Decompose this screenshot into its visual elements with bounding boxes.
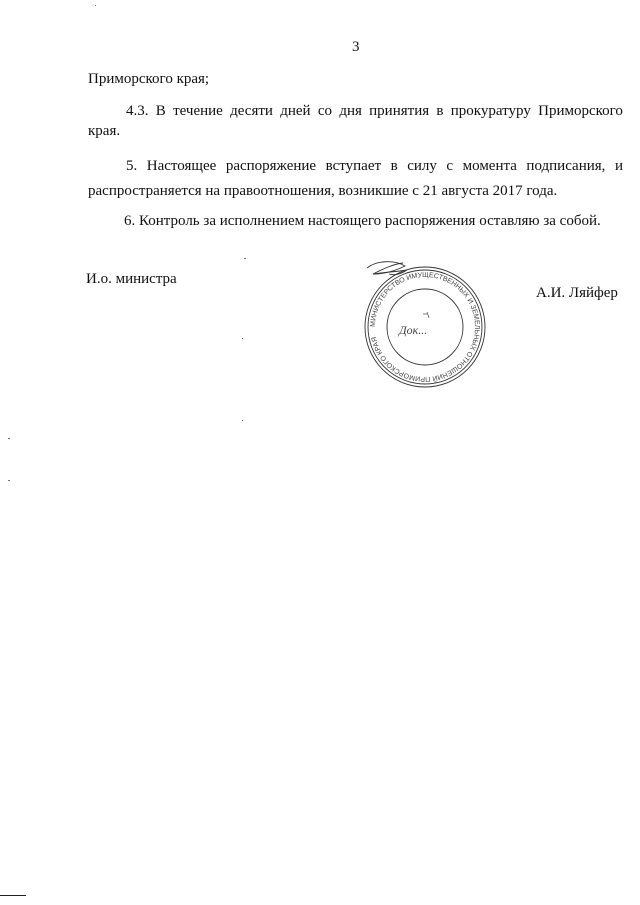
paragraph-6: 6. Контроль за исполнением настоящего распоряжения оставляю за собой. xyxy=(124,213,601,229)
word: в xyxy=(390,158,398,174)
paragraph-5-line-2: распространяется на правоотношения, возникшие с 21 августа 2017 года. xyxy=(88,183,558,199)
word: прокуратуру xyxy=(450,103,531,119)
scan-speck xyxy=(95,5,96,6)
paragraph-4-3-line-1 xyxy=(126,104,623,119)
word: дней xyxy=(280,103,311,119)
scan-edge-mark xyxy=(0,895,26,896)
signer-name: А.И. Ляйфер xyxy=(536,285,618,301)
word: в xyxy=(436,103,444,119)
page-number: 3 xyxy=(352,39,360,55)
word: вступает xyxy=(325,158,382,174)
scan-speck xyxy=(8,438,10,439)
stamp-center-text: Док... xyxy=(399,323,428,337)
word: подписания, xyxy=(526,158,606,174)
scan-speck xyxy=(242,420,243,421)
scan-speck xyxy=(242,338,243,339)
scan-speck xyxy=(8,480,10,481)
signature-and-seal xyxy=(355,252,495,392)
word: течение xyxy=(173,103,223,119)
word: десяти xyxy=(230,103,273,119)
word: распоряжение xyxy=(225,158,317,174)
scan-speck xyxy=(244,258,246,259)
word: с xyxy=(446,158,454,174)
paragraph-5-line-1 xyxy=(126,159,623,174)
word: дня xyxy=(339,103,362,119)
word: и xyxy=(614,158,623,174)
word: со xyxy=(317,103,333,119)
paragraph-4-3-line-2: края. xyxy=(88,123,121,139)
word: 5. xyxy=(126,158,138,174)
text-line-region: Приморского края; xyxy=(88,71,210,87)
word: Приморского xyxy=(538,103,623,119)
word: В xyxy=(155,103,166,119)
word: момента xyxy=(462,158,517,174)
signer-position: И.о. министра xyxy=(86,271,177,287)
word: 4.3. xyxy=(126,103,149,119)
stamp-ring-text: МИНИСТЕРСТВО ИМУЩЕСТВЕННЫХ И ЗЕМЕЛЬНЫХ ОТНОШЕНИЙ ПРИМОРСКОГО КРАЯ xyxy=(369,271,481,383)
word: Настоящее xyxy=(146,158,217,174)
word: силу xyxy=(407,158,437,174)
word: принятия xyxy=(369,103,430,119)
